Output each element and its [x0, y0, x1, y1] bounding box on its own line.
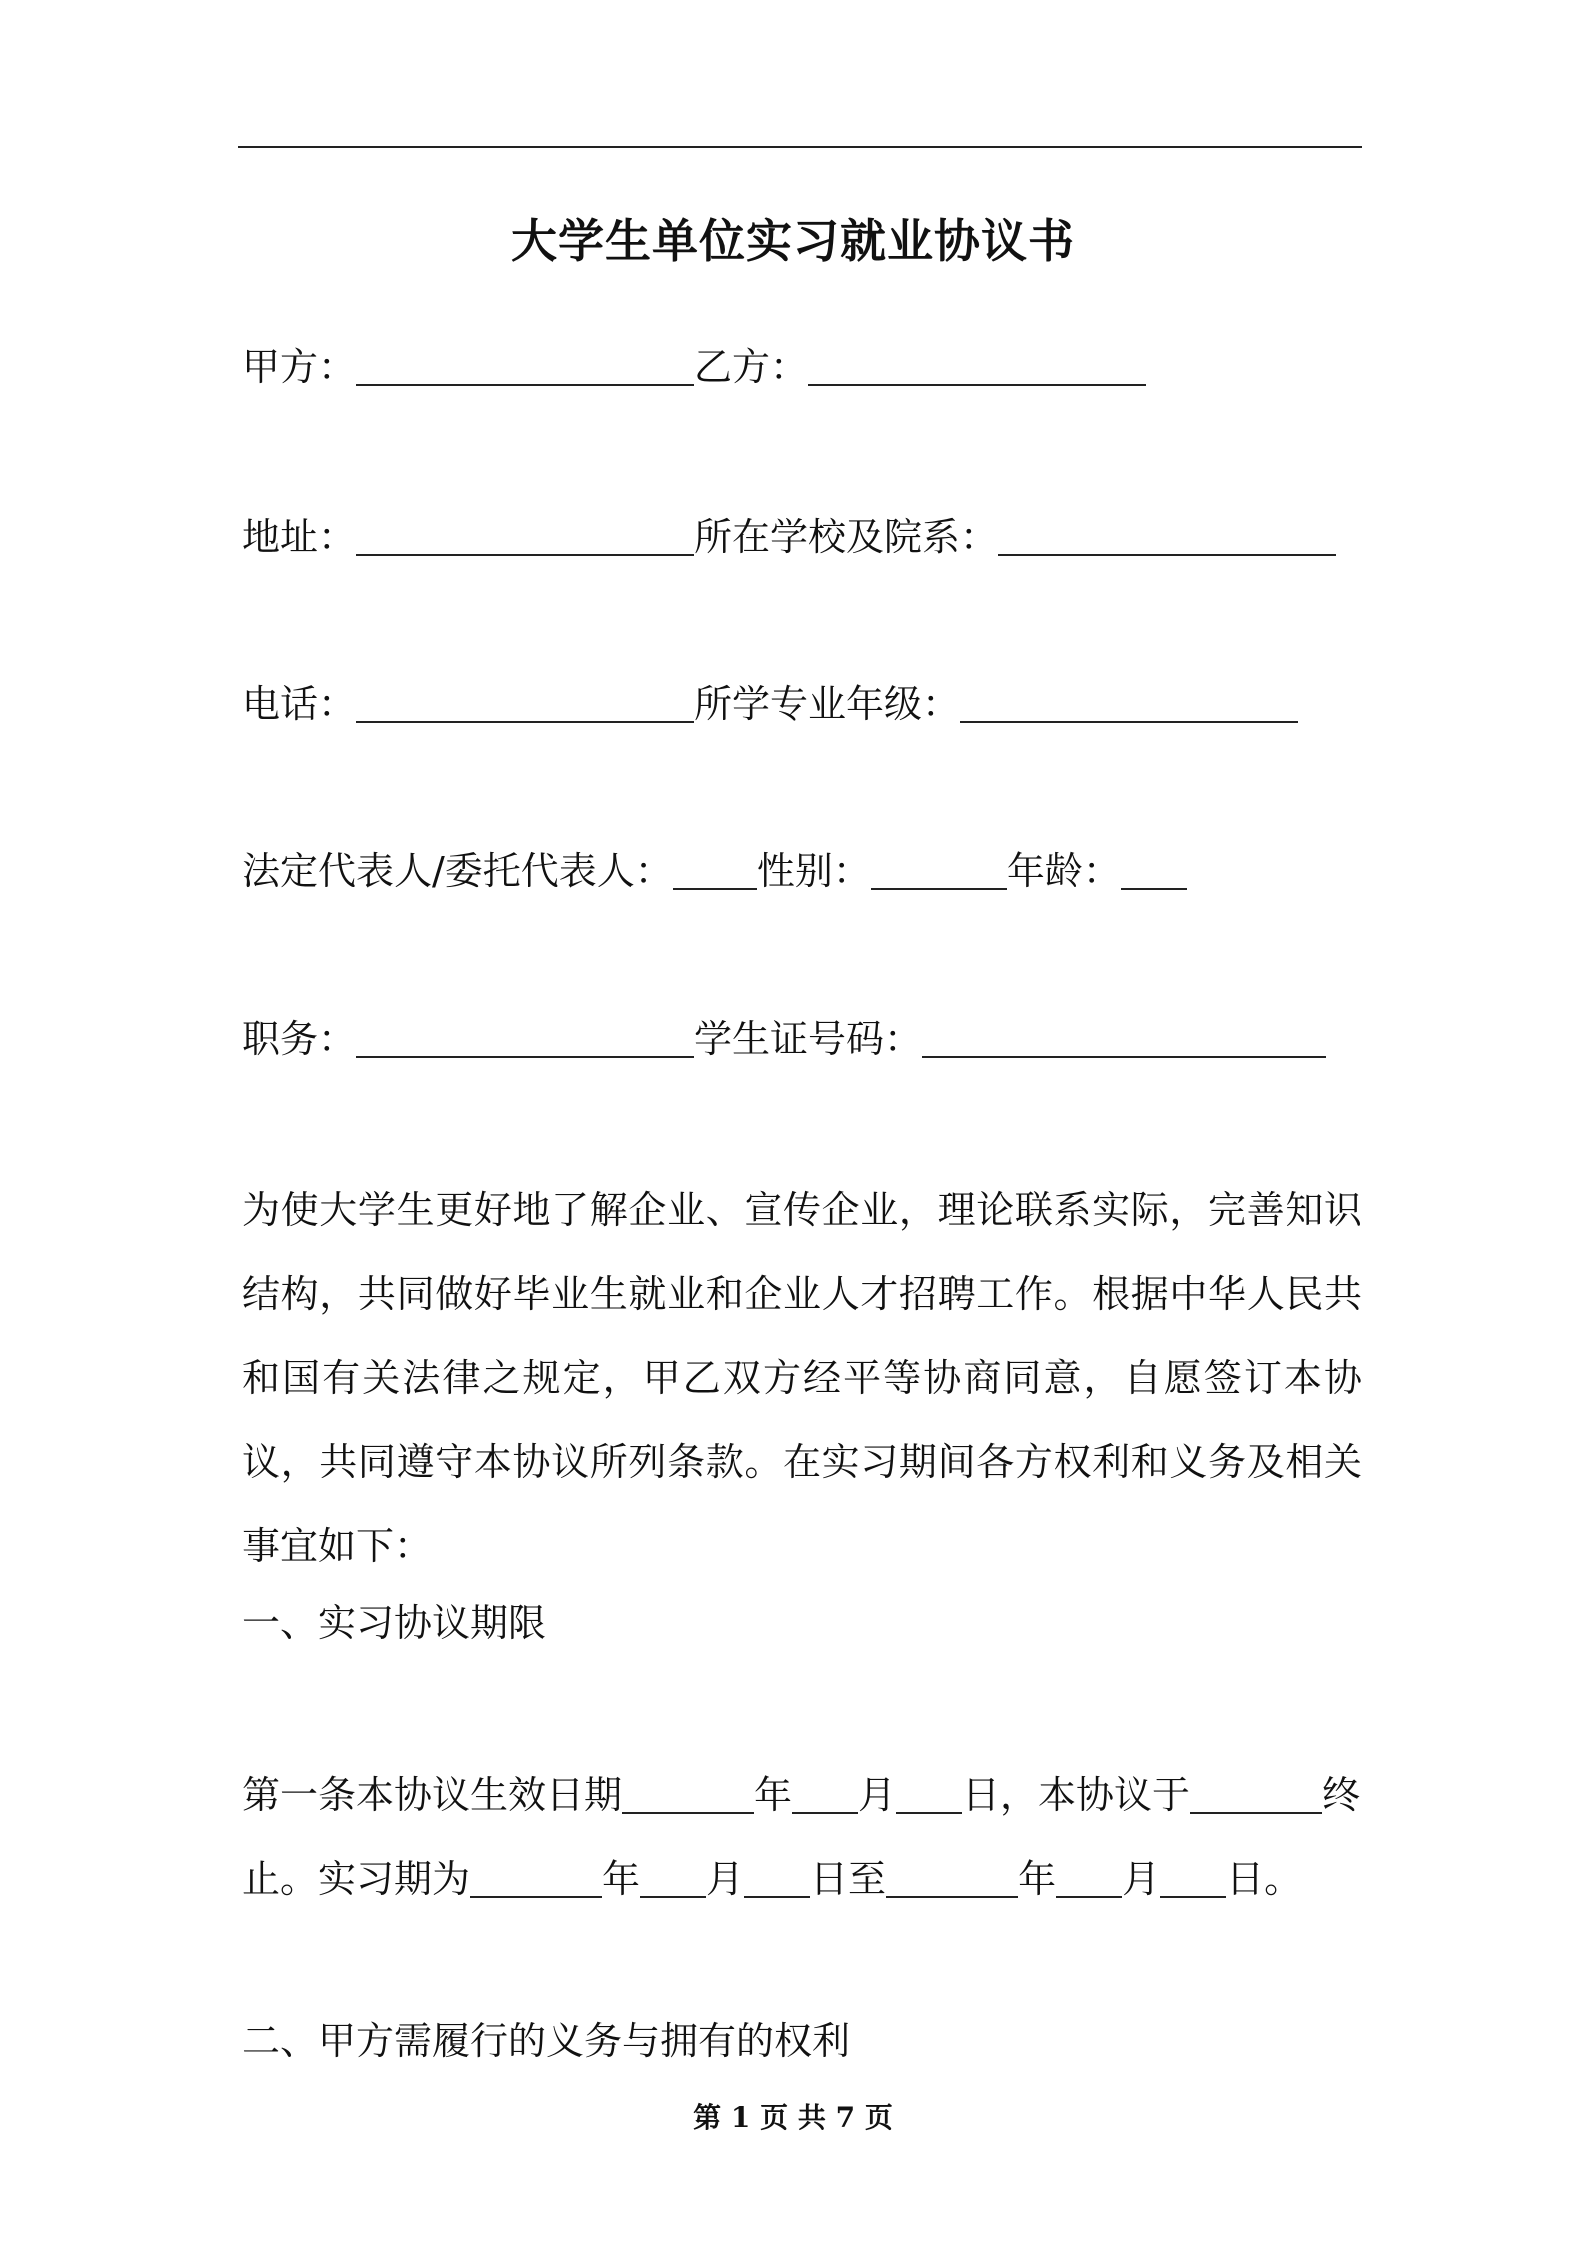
document-title: 大学生单位实习就业协议书 [511, 214, 1075, 268]
age-label: 年龄： [1006, 849, 1121, 893]
start-month-blank[interactable] [640, 1856, 706, 1898]
age-blank[interactable] [1121, 848, 1187, 890]
month-label: 月 [706, 1857, 745, 1901]
effective-month-blank[interactable] [792, 1772, 858, 1814]
major-grade-blank[interactable] [960, 681, 1298, 723]
school-dept-label: 所在学校及院系： [694, 515, 999, 559]
address-label: 地址： [242, 515, 357, 559]
party-a-label: 甲方： [242, 345, 357, 389]
position-blank[interactable] [356, 1016, 694, 1058]
end-label: 终 [1322, 1773, 1361, 1817]
phone-row [242, 675, 1298, 729]
representative-row [242, 842, 1187, 896]
termination-blank[interactable] [1190, 1772, 1322, 1814]
representative-label: 法定代表人/委托代表人： [242, 849, 673, 893]
position-row [242, 1010, 1326, 1064]
end-month-blank[interactable] [1056, 1856, 1122, 1898]
year-label: 年 [754, 1773, 793, 1817]
day-comma-label: 日，本协议于 [962, 1773, 1191, 1817]
month-label: 月 [858, 1773, 897, 1817]
intro-paragraph: 为使大学生更好地了解企业、宣传企业，理论联系实际，完善知识结构，共同做好毕业生就业和企业人才招聘工作。根据中华人民共和国有关法律之规定，甲乙双方经平等协商同意，自愿签订本协议，共同遵守本协议所列条款。在实习期间各方权利和义务及相关事宜如下： [242, 1188, 1362, 1568]
student-id-blank[interactable] [922, 1016, 1326, 1058]
article-1-prefix: 第一条本协议生效日期 [242, 1773, 623, 1817]
phone-blank[interactable] [356, 681, 694, 723]
start-year-blank[interactable] [470, 1856, 602, 1898]
student-id-label: 学生证号码： [694, 1017, 923, 1061]
gender-blank[interactable] [871, 848, 1007, 890]
representative-blank[interactable] [673, 848, 757, 890]
month-label: 月 [1122, 1857, 1161, 1901]
to-label: 日至 [810, 1857, 887, 1901]
section-heading-term: 一、实习协议期限 [242, 1601, 547, 1645]
effective-day-blank[interactable] [896, 1772, 962, 1814]
address-row [242, 508, 1336, 562]
header-rule [238, 146, 1362, 148]
article-1-line-2 [242, 1850, 1302, 1904]
period-end-label: 日。 [1226, 1857, 1303, 1901]
position-label: 职务： [242, 1017, 357, 1061]
gender-label: 性别： [756, 849, 871, 893]
start-day-blank[interactable] [744, 1856, 810, 1898]
effective-year-blank[interactable] [622, 1772, 754, 1814]
year-label: 年 [1018, 1857, 1057, 1901]
year-label: 年 [602, 1857, 641, 1901]
party-b-blank[interactable] [808, 344, 1146, 386]
article-1-line-1 [242, 1766, 1360, 1820]
party-b-label: 乙方： [694, 345, 809, 389]
end-day-blank[interactable] [1160, 1856, 1226, 1898]
page-footer: 第 1 页 共 7 页 [693, 2101, 893, 2134]
period-label: 止。实习期为 [242, 1857, 471, 1901]
phone-label: 电话： [242, 682, 357, 726]
party-a-blank[interactable] [356, 344, 694, 386]
school-dept-blank[interactable] [998, 514, 1336, 556]
end-year-blank[interactable] [886, 1856, 1018, 1898]
address-blank[interactable] [356, 514, 694, 556]
section-heading-party-a: 二、甲方需履行的义务与拥有的权利 [242, 2019, 851, 2063]
party-row [242, 338, 1146, 392]
major-grade-label: 所学专业年级： [694, 682, 961, 726]
